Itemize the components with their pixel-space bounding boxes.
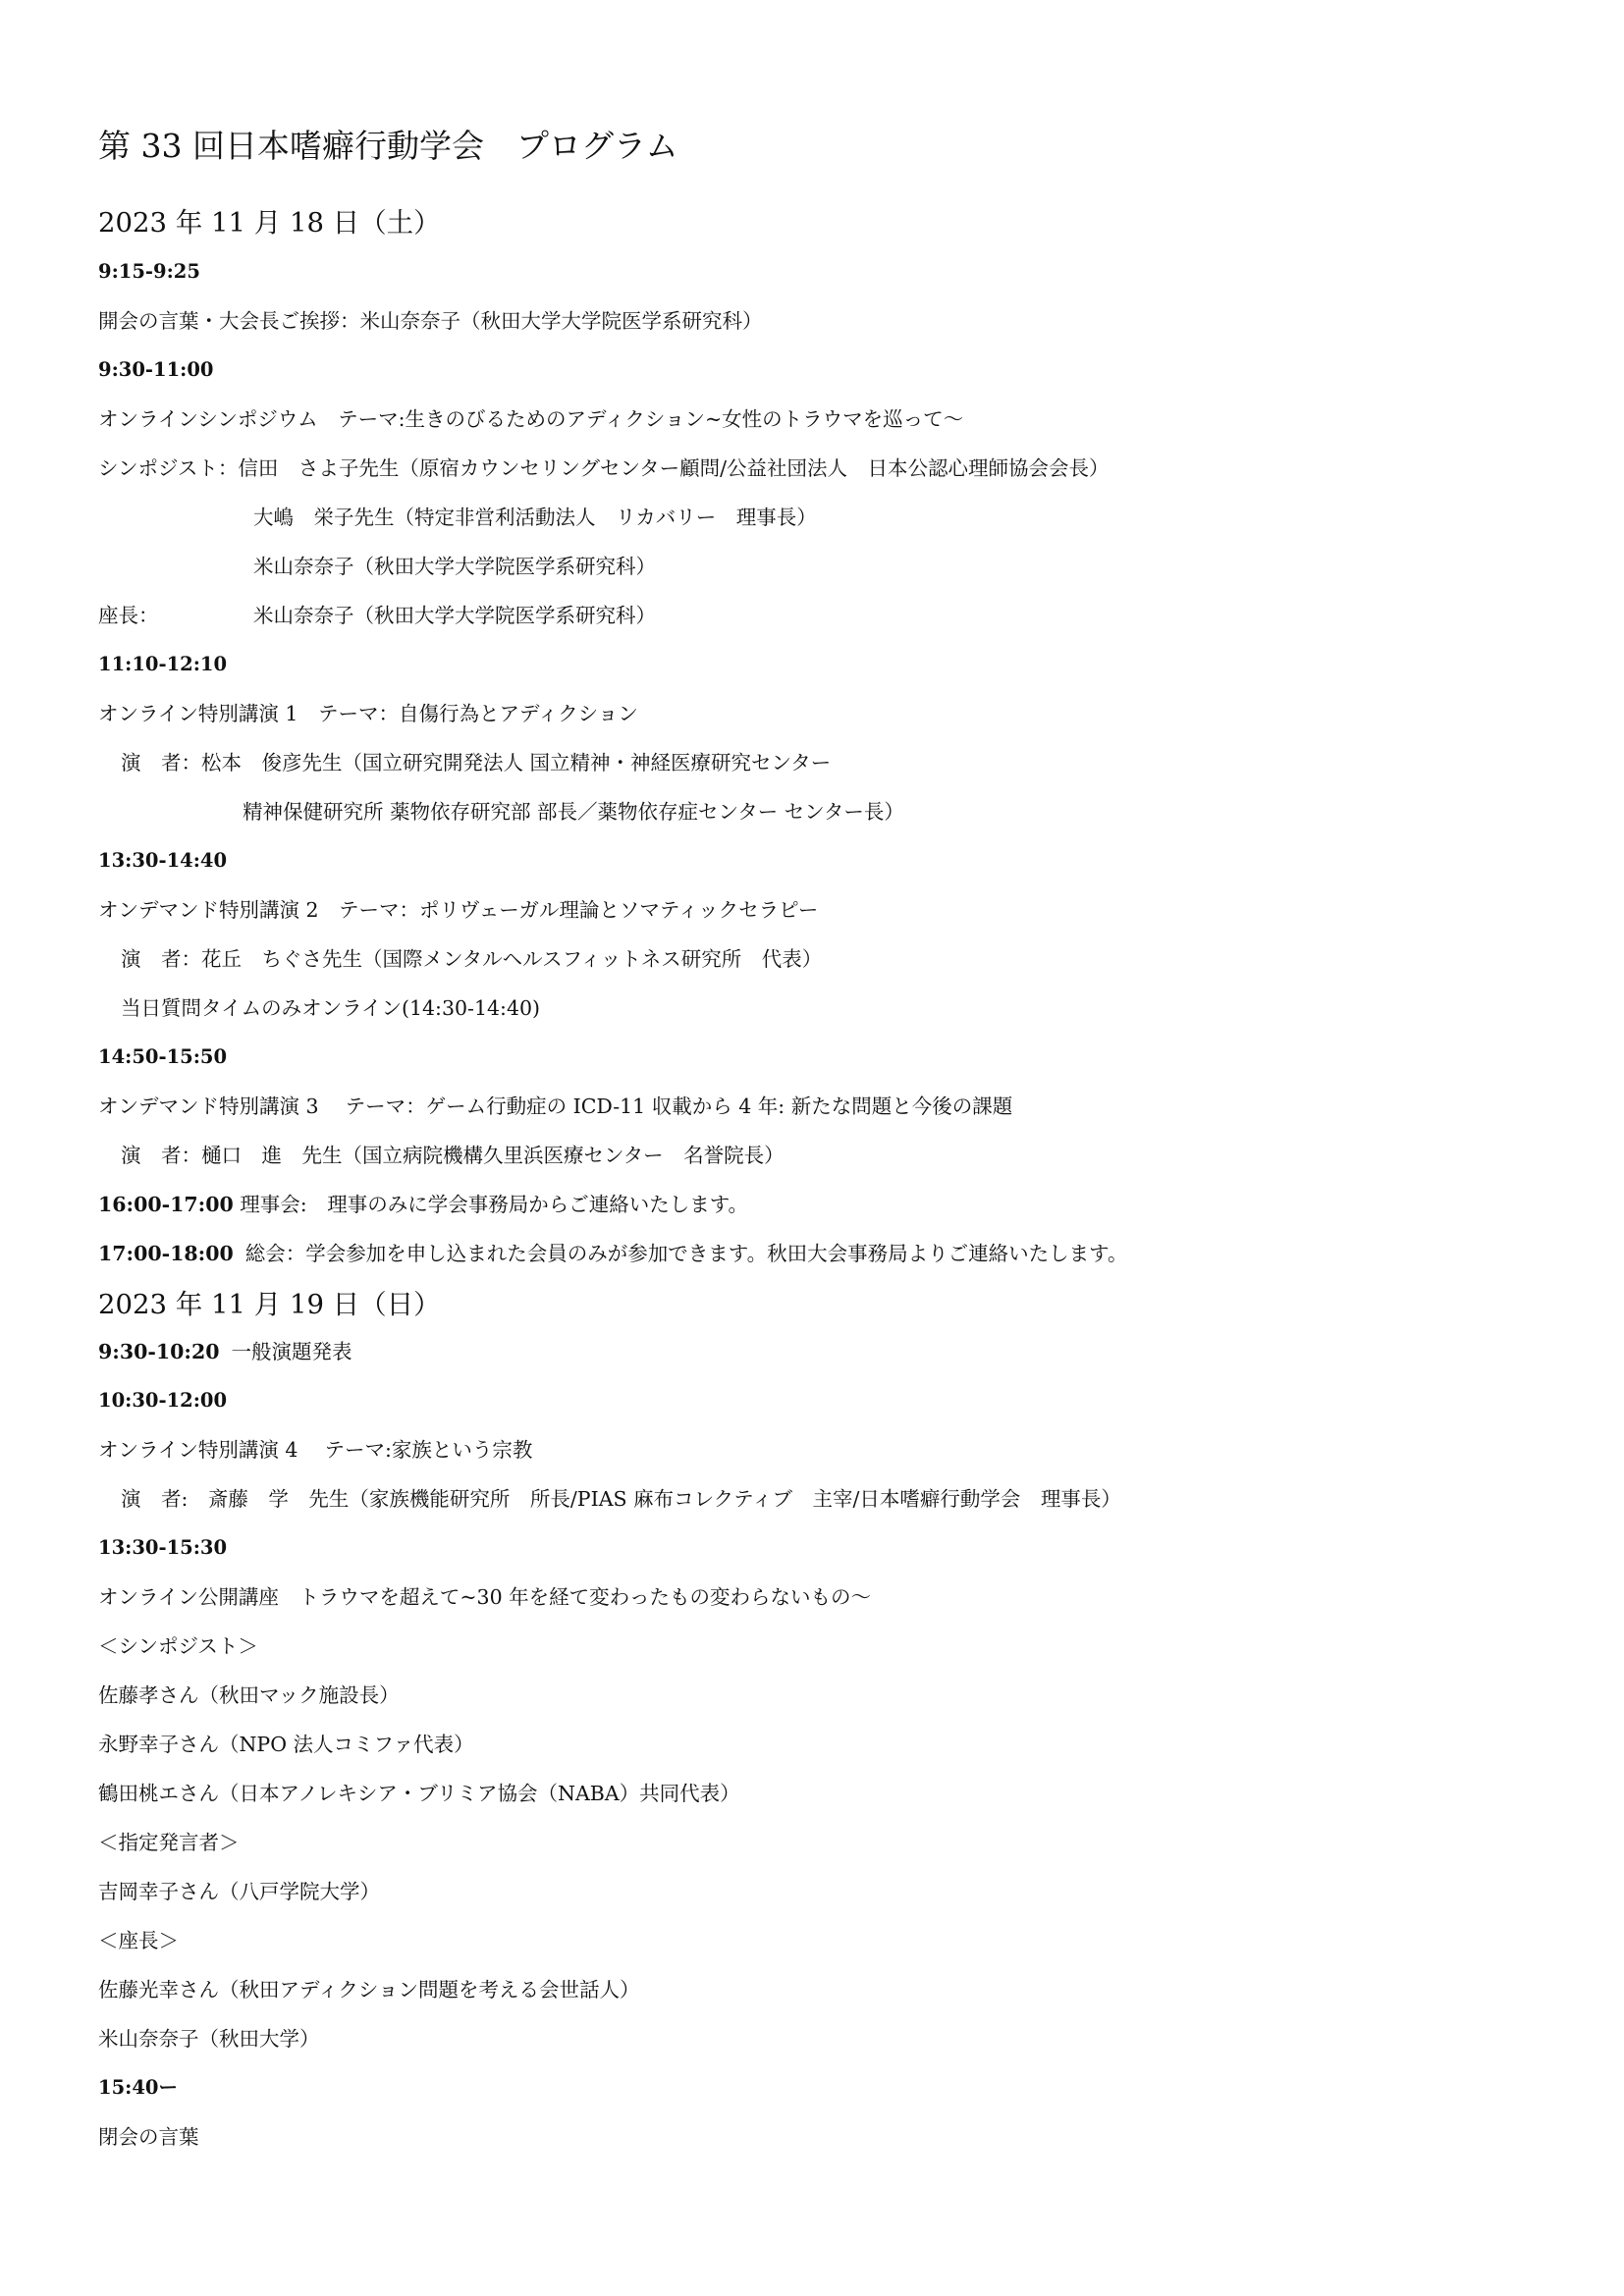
symposist-2: 大嶋 栄子先生（特定非営利活動法人 リカバリー 理事長） <box>253 506 817 529</box>
lecture1-time: 11:10-12:10 <box>98 653 228 675</box>
lecture1-theme: オンライン特別講演 1 テーマ：自傷行為とアディクション <box>98 702 638 725</box>
board-text: 理事会: 理事のみに学会事務局からご連絡いたします。 <box>240 1193 749 1216</box>
lecture1-speaker: 演 者：松本 俊彦先生（国立研究開発法人 国立精神・神経医療研究センター <box>121 751 832 774</box>
lecture2-time: 13:30-14:40 <box>98 849 228 872</box>
oral-text: 一般演題発表 <box>231 1340 352 1363</box>
lecture4-speaker: 演 者: 斎藤 学 先生（家族機能研究所 所長/PIAS 麻布コレクティブ 主宰/日本嗜癖行動学会 理事長） <box>121 1487 1121 1511</box>
public-chair-1: 佐藤光幸さん（秋田アディクション問題を考える会世話人） <box>98 1978 640 2002</box>
opening-text: 開会の言葉・大会長ご挨拶：米山奈奈子（秋田大学大学院医学系研究科） <box>98 309 763 333</box>
symposium-time: 9:30-11:00 <box>98 358 214 381</box>
lecture4-theme: オンライン特別講演 4 テーマ:家族という宗教 <box>98 1438 533 1462</box>
lecture2-theme: オンデマンド特別講演 2 テーマ：ポリヴェーガル理論とソマティックセラピー <box>98 898 819 922</box>
symposist-3: 米山奈奈子（秋田大学大学院医学系研究科） <box>253 555 656 578</box>
symposist-row-1 <box>98 454 1110 483</box>
symposist-label: シンポジスト： <box>98 456 239 480</box>
day1-date: 2023 年 11 月 18 日（土） <box>98 207 441 239</box>
board-meeting-row <box>98 1190 748 1219</box>
lecture4-time: 10:30-12:00 <box>98 1389 228 1412</box>
public-symposist-2: 永野幸子さん（NPO 法人コミファ代表） <box>98 1733 474 1756</box>
lecture2-note: 当日質問タイムのみオンライン(14:30-14:40) <box>121 996 541 1020</box>
public-chair-2: 米山奈奈子（秋田大学） <box>98 2027 320 2051</box>
oral-time: 9:30-10:20 <box>98 1340 220 1363</box>
lecture2-speaker: 演 者：花丘 ちぐさ先生（国際メンタルヘルスフィットネス研究所 代表） <box>121 947 823 971</box>
symposium-theme: オンラインシンポジウム テーマ:生きのびるためのアディクション~女性のトラウマを巡って～ <box>98 407 964 431</box>
designated-speaker-1: 吉岡幸子さん（八戸学院大学） <box>98 1880 380 1903</box>
symposium-chair: 米山奈奈子（秋田大学大学院医学系研究科） <box>253 604 656 627</box>
lecture1-speaker-cont: 精神保健研究所 薬物依存研究部 部長／薬物依存症センター センター長） <box>243 800 904 824</box>
designated-speaker-header: ＜指定発言者＞ <box>98 1831 240 1854</box>
board-time: 16:00-17:00 <box>98 1193 234 1216</box>
public-chair-header: ＜座長＞ <box>98 1929 179 1952</box>
general-meeting-row <box>98 1239 1127 1268</box>
general-text: 総会：学会参加を申し込まれた会員のみが参加できます。秋田大会事務局よりご連絡いたします。 <box>244 1242 1128 1265</box>
lecture3-theme: オンデマンド特別講演 3 テーマ：ゲーム行動症の ICD-11 収載から 4 年: 新たな問題と今後の課題 <box>98 1095 1013 1118</box>
lecture3-time: 14:50-15:50 <box>98 1045 228 1068</box>
public-symposist-1: 佐藤孝さん（秋田マック施設長） <box>98 1683 400 1707</box>
day2-date: 2023 年 11 月 19 日（日） <box>98 1289 441 1320</box>
closing-time: 15:40ー <box>98 2076 178 2099</box>
opening-time: 9:15-9:25 <box>98 260 200 283</box>
public-symposist-header: ＜シンポジスト＞ <box>98 1634 258 1658</box>
closing-text: 閉会の言葉 <box>98 2125 199 2149</box>
symposist-1: 信田 さよ子先生（原宿カウンセリングセンター顧問/公益社団法人 日本公認心理師協会会長） <box>238 456 1110 480</box>
public-symposist-3: 鶴田桃エさん（日本アノレキシア・ブリミア協会（NABA）共同代表） <box>98 1782 740 1805</box>
lecture3-speaker: 演 者：樋口 進 先生（国立病院機構久里浜医療センター 名誉院長） <box>121 1144 785 1167</box>
symposium-chair-label: 座長： <box>98 604 159 627</box>
public-lecture-time: 13:30-15:30 <box>98 1536 228 1559</box>
oral-session-row <box>98 1337 352 1366</box>
page-title: 第 33 回日本嗜癖行動学会 プログラム <box>98 127 678 165</box>
general-time: 17:00-18:00 <box>98 1242 234 1265</box>
public-lecture-theme: オンライン公開講座 トラウマを超えて~30 年を経て変わったもの変わらないもの～ <box>98 1585 871 1609</box>
